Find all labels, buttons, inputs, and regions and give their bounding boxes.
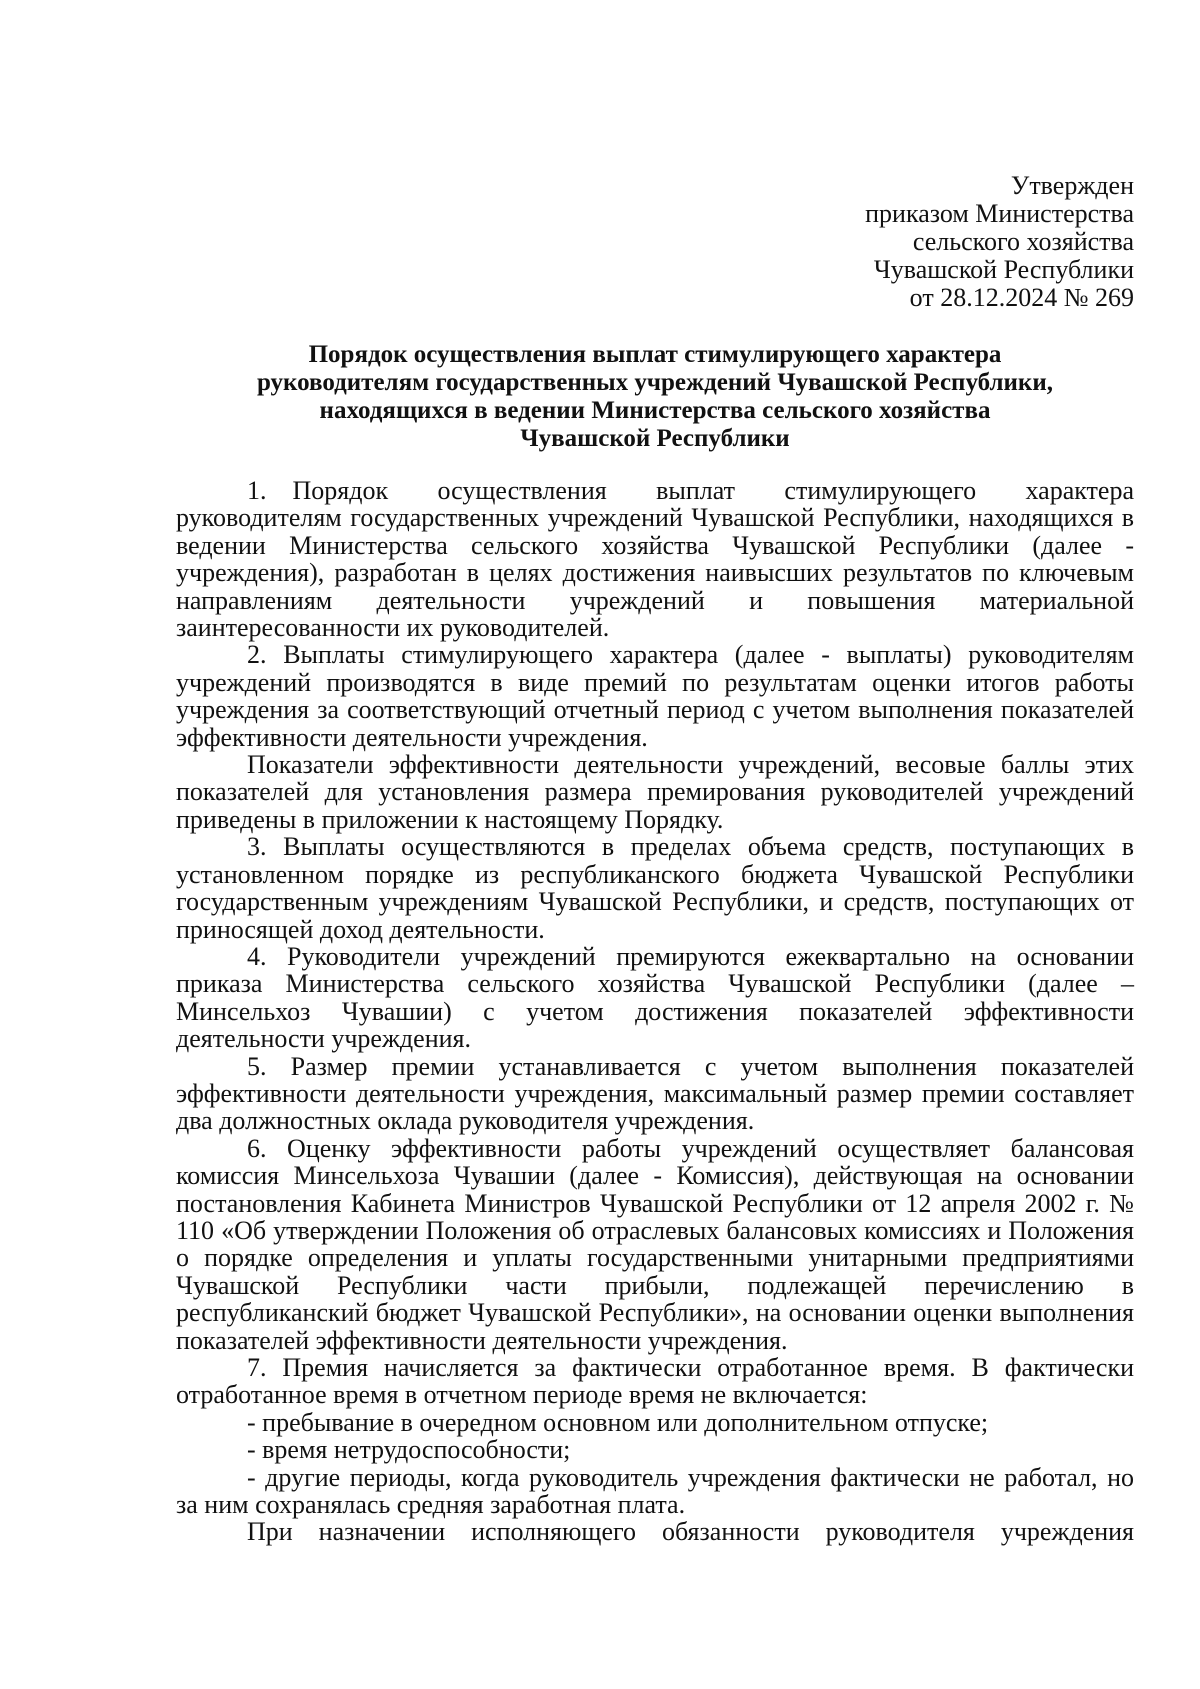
list-item-disability: - время нетрудоспособности; (247, 1435, 571, 1465)
paragraph-acting-head: При назначении исполняющего обязанности руководителя учреждения (247, 1517, 1134, 1547)
list-item-other-periods: - другие периоды, когда руководитель учреждения фактически не работал, но за ним сохранялась средняя заработная плата. (176, 1462, 1134, 1520)
paragraph-2: 2. Выплаты стимулирующего характера (далее - выплаты) руководителям учреждений производятся в виде премий по результатам оценки итогов работы учреждения за соответствующий отчетный период с учетом выполнения показателей эффективности деятельности учреждения. (176, 640, 1134, 752)
approval-line: Чувашской Республики (873, 255, 1134, 284)
document-title (176, 341, 1134, 453)
document-body (176, 477, 1134, 1546)
title-line: Чувашской Республики (520, 425, 790, 452)
paragraph-5: 5. Размер премии устанавливается с учетом выполнения показателей эффективности деятельности учреждения, максимальный размер премии составляет два должностных оклада руководителя учреждения. (176, 1051, 1134, 1136)
title-line: находящихся в ведении Министерства сельского хозяйства (319, 397, 991, 424)
paragraph-indicators: Показатели эффективности деятельности учреждений, весовые баллы этих показателей для установления размера премирования руководителей учреждений приведены в приложении к настоящему Порядку. (176, 750, 1134, 834)
paragraph-6: 6. Оценку эффективности работы учреждений осуществляет балансовая комиссия Минсельхоза Чувашии (далее - Комиссия), действующая на основании постановления Кабинета Министров Чувашской Республики от 12 апреля 2002 г. № 110 «Об утверждении Положения об отраслевых балансовых комиссиях и Положения о порядке определения и уплаты государственными унитарными предприятиями Чувашской Республики части прибыли, подлежащей перечислению в республиканский бюджет Чувашской Республики», на основании оценки выполнения показателей эффективности деятельности учреждения. (176, 1133, 1134, 1355)
title-line: руководителям государственных учреждений Чувашской Республики, (256, 369, 1053, 396)
title-line: Порядок осуществления выплат стимулирующего характера (308, 341, 1002, 368)
paragraph-4: 4. Руководители учреждений премируются ежеквартально на основании приказа Министерства сельского хозяйства Чувашской Республики (далее – Минсельхоз Чувашии) с учетом достижения показателей эффективности деятельности учреждения. (176, 941, 1134, 1054)
paragraph-3: 3. Выплаты осуществляются в пределах объема средств, поступающих в установленном порядке из республиканского бюджета Чувашской Республики государственным учреждениям Чувашской Республики, и средств, поступающих от приносящей доход деятельности. (176, 832, 1134, 944)
list-item-vacation: - пребывание в очередном основном или дополнительном отпуске; (247, 1407, 989, 1437)
approval-line: Утвержден (1010, 171, 1134, 200)
paragraph-7: 7. Премия начисляется за фактически отработанное время. В фактически отработанное время в отчетном периоде время не включается: (176, 1353, 1134, 1410)
approval-line: приказом Министерства (865, 199, 1134, 228)
approval-stamp-block (760, 172, 1134, 312)
approval-line: сельского хозяйства (912, 227, 1134, 256)
approval-order-number: от 28.12.2024 № 269 (909, 283, 1134, 312)
paragraph-1: 1. Порядок осуществления выплат стимулирующего характера руководителям государственных учреждений Чувашской Республики, находящихся в ведении Министерства сельского хозяйства Чувашской Республики (далее - учреждения), разработан в целях достижения наивысших результатов по ключевым направлениям деятельности учреждений и повышения материальной заинтересованности их руководителей. (176, 476, 1134, 643)
